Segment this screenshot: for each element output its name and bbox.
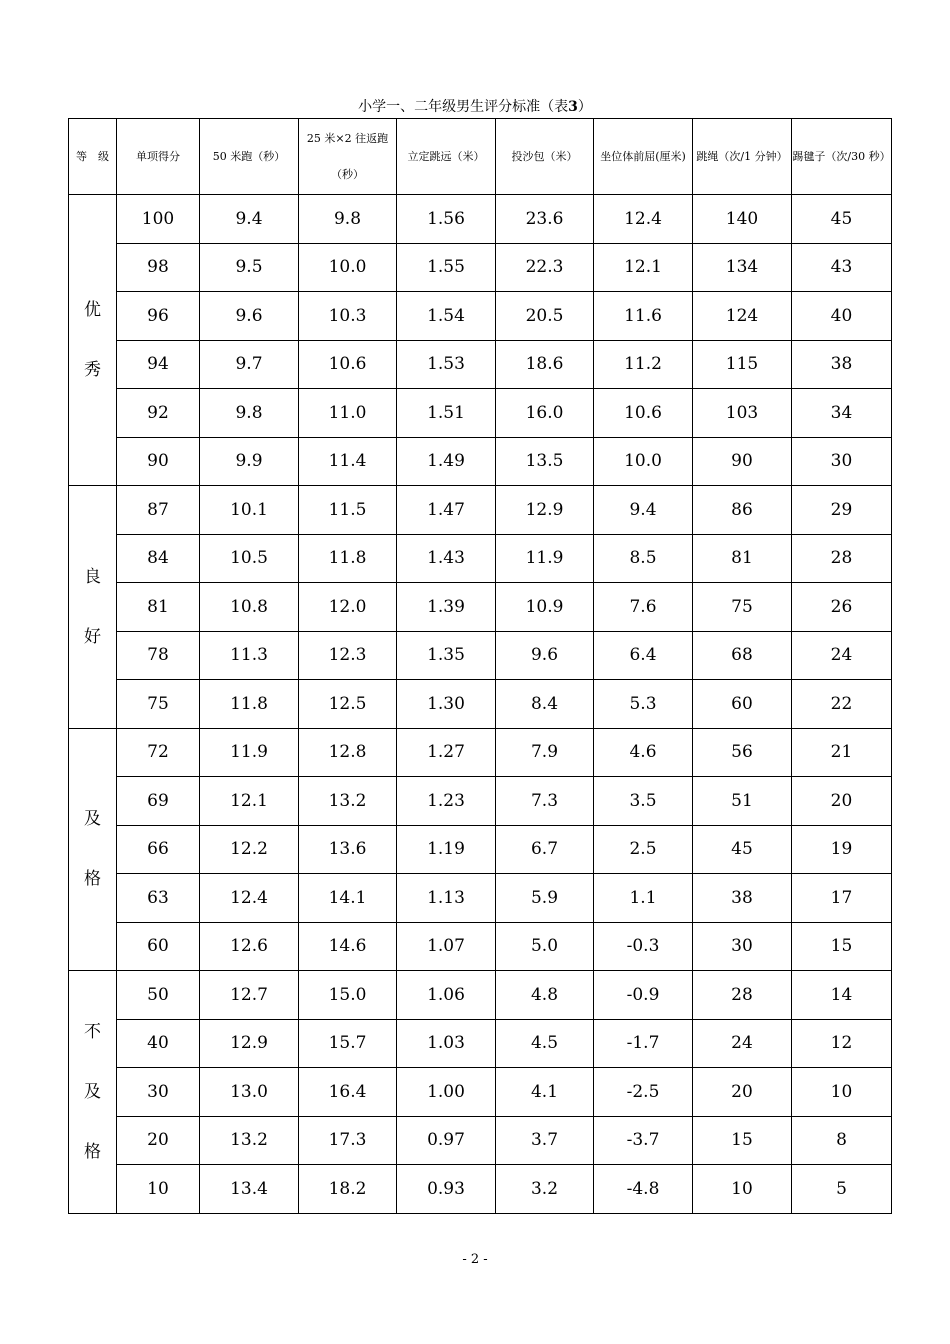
table-cell: 140	[693, 195, 792, 244]
table-cell: 13.2	[200, 1116, 299, 1165]
table-cell: 2.5	[594, 825, 693, 874]
header-shuttle-line1: 25 米×2 往返跑	[306, 131, 389, 145]
table-cell: 86	[693, 486, 792, 535]
table-row	[69, 1165, 892, 1214]
header-row	[69, 119, 892, 195]
header-score: 单项得分	[117, 119, 200, 195]
table-cell: 10.0	[594, 437, 693, 486]
table-cell: 24	[792, 631, 892, 680]
scoring-table	[68, 118, 892, 1214]
table-cell: 13.6	[299, 825, 397, 874]
table-cell: 4.6	[594, 728, 693, 777]
table-cell: 115	[693, 340, 792, 389]
table-cell: 11.8	[200, 680, 299, 729]
table-cell: 28	[792, 534, 892, 583]
table-cell: 1.53	[397, 340, 496, 389]
table-body	[69, 195, 892, 1214]
table-cell: -4.8	[594, 1165, 693, 1214]
header-standing-jump: 立定跳远（米）	[397, 119, 496, 195]
table-row	[69, 486, 892, 535]
grade-pass	[69, 728, 117, 971]
table-cell: 1.43	[397, 534, 496, 583]
grade-excellent	[69, 195, 117, 486]
table-cell: 16.4	[299, 1068, 397, 1117]
table-cell: 90	[117, 437, 200, 486]
table-cell: 4.1	[496, 1068, 594, 1117]
table-cell: 11.2	[594, 340, 693, 389]
table-cell: 28	[693, 971, 792, 1020]
table-cell: 134	[693, 243, 792, 292]
grade-fail	[69, 971, 117, 1214]
table-cell: 51	[693, 777, 792, 826]
table-cell: 0.97	[397, 1116, 496, 1165]
table-cell: 38	[693, 874, 792, 923]
table-cell: 15	[792, 922, 892, 971]
table-cell: 3.2	[496, 1165, 594, 1214]
table-cell: 9.8	[200, 389, 299, 438]
table-cell: 18.6	[496, 340, 594, 389]
table-cell: 10	[792, 1068, 892, 1117]
table-cell: 10.6	[594, 389, 693, 438]
table-cell: 3.7	[496, 1116, 594, 1165]
table-cell: 8	[792, 1116, 892, 1165]
table-cell: 9.7	[200, 340, 299, 389]
table-cell: 12.0	[299, 583, 397, 632]
table-cell: 11.0	[299, 389, 397, 438]
table-cell: 11.8	[299, 534, 397, 583]
table-cell: 30	[693, 922, 792, 971]
table-cell: 11.9	[496, 534, 594, 583]
table-cell: 5	[792, 1165, 892, 1214]
header-rope-skipping: 跳绳（次/1 分钟）	[693, 119, 792, 195]
table-cell: 23.6	[496, 195, 594, 244]
table-cell: 69	[117, 777, 200, 826]
table-cell: 100	[117, 195, 200, 244]
table-cell: 60	[693, 680, 792, 729]
table-cell: 124	[693, 292, 792, 341]
table-cell: 1.51	[397, 389, 496, 438]
table-cell: 10.8	[200, 583, 299, 632]
table-cell: 81	[693, 534, 792, 583]
table-cell: 12.3	[299, 631, 397, 680]
table-cell: 12.1	[594, 243, 693, 292]
table-cell: 17.3	[299, 1116, 397, 1165]
table-cell: 40	[117, 1019, 200, 1068]
table-cell: 11.3	[200, 631, 299, 680]
table-cell: 12.4	[200, 874, 299, 923]
table-row	[69, 971, 892, 1020]
table-cell: 9.8	[299, 195, 397, 244]
table-row	[69, 243, 892, 292]
table-cell: 13.2	[299, 777, 397, 826]
table-row	[69, 583, 892, 632]
table-cell: 12	[792, 1019, 892, 1068]
table-cell: 30	[117, 1068, 200, 1117]
table-cell: 34	[792, 389, 892, 438]
table-row	[69, 1116, 892, 1165]
table-cell: 15	[693, 1116, 792, 1165]
header-run50: 50 米跑（秒）	[200, 119, 299, 195]
table-row	[69, 680, 892, 729]
table-cell: 68	[693, 631, 792, 680]
table-cell: 15.0	[299, 971, 397, 1020]
table-cell: 72	[117, 728, 200, 777]
table-cell: 18.2	[299, 1165, 397, 1214]
table-cell: 1.49	[397, 437, 496, 486]
grade-char: 不	[84, 1021, 101, 1042]
table-cell: 1.19	[397, 825, 496, 874]
grade-char: 及	[84, 1081, 101, 1102]
table-cell: 75	[693, 583, 792, 632]
table-cell: 50	[117, 971, 200, 1020]
table-cell: 20	[792, 777, 892, 826]
table-cell: 7.9	[496, 728, 594, 777]
table-cell: 12.9	[200, 1019, 299, 1068]
table-cell: 15.7	[299, 1019, 397, 1068]
page-number: - 2 -	[462, 1252, 488, 1267]
table-cell: 13.0	[200, 1068, 299, 1117]
table-cell: 19	[792, 825, 892, 874]
table-cell: 6.7	[496, 825, 594, 874]
table-cell: 11.6	[594, 292, 693, 341]
table-cell: 98	[117, 243, 200, 292]
header-shuttle-run	[299, 119, 397, 195]
table-row	[69, 195, 892, 244]
table-cell: 4.8	[496, 971, 594, 1020]
table-cell: 66	[117, 825, 200, 874]
grade-char: 好	[84, 626, 101, 647]
table-cell: 10.9	[496, 583, 594, 632]
table-cell: 12.7	[200, 971, 299, 1020]
table-cell: 63	[117, 874, 200, 923]
table-cell: 1.1	[594, 874, 693, 923]
table-cell: 87	[117, 486, 200, 535]
table-cell: 4.5	[496, 1019, 594, 1068]
table-cell: 10.3	[299, 292, 397, 341]
table-cell: 14.1	[299, 874, 397, 923]
table-cell: 7.6	[594, 583, 693, 632]
table-cell: 60	[117, 922, 200, 971]
table-cell: 22	[792, 680, 892, 729]
table-cell: 13.5	[496, 437, 594, 486]
table-cell: 29	[792, 486, 892, 535]
table-cell: 20	[693, 1068, 792, 1117]
table-cell: 1.23	[397, 777, 496, 826]
table-cell: 3.5	[594, 777, 693, 826]
table-cell: 20.5	[496, 292, 594, 341]
table-cell: 1.03	[397, 1019, 496, 1068]
table-cell: 1.06	[397, 971, 496, 1020]
header-shuttle-line2: （秒）	[331, 167, 364, 181]
header-sit-and-reach: 坐位体前屈(厘米)	[594, 119, 693, 195]
grade-char: 优	[84, 300, 101, 320]
table-cell: 8.5	[594, 534, 693, 583]
table-cell: 17	[792, 874, 892, 923]
table-row	[69, 437, 892, 486]
table-cell: 22.3	[496, 243, 594, 292]
table-cell: 1.27	[397, 728, 496, 777]
table-cell: 9.5	[200, 243, 299, 292]
table-cell: -1.7	[594, 1019, 693, 1068]
grade-good	[69, 486, 117, 729]
table-cell: 7.3	[496, 777, 594, 826]
table-cell: 13.4	[200, 1165, 299, 1214]
table-title-text: 小学一、二年级男生评分标准（表	[358, 99, 569, 115]
table-row	[69, 292, 892, 341]
table-row	[69, 922, 892, 971]
table-cell: 90	[693, 437, 792, 486]
grade-char: 良	[84, 566, 101, 587]
header-shuttlecock-kick: 踢毽子（次/30 秒）	[792, 119, 892, 195]
table-cell: 81	[117, 583, 200, 632]
table-cell: 96	[117, 292, 200, 341]
table-cell: 9.6	[496, 631, 594, 680]
table-row	[69, 825, 892, 874]
table-cell: 10	[117, 1165, 200, 1214]
table-cell: 1.07	[397, 922, 496, 971]
table-number: 3	[568, 99, 578, 115]
table-cell: -0.3	[594, 922, 693, 971]
table-cell: 8.4	[496, 680, 594, 729]
table-cell: -3.7	[594, 1116, 693, 1165]
table-cell: 84	[117, 534, 200, 583]
table-cell: 9.4	[594, 486, 693, 535]
table-row	[69, 534, 892, 583]
table-cell: -2.5	[594, 1068, 693, 1117]
grade-char: 及	[84, 809, 101, 830]
table-cell: 5.0	[496, 922, 594, 971]
table-cell: 14	[792, 971, 892, 1020]
table-cell: 9.9	[200, 437, 299, 486]
table-row	[69, 340, 892, 389]
table-cell: 24	[693, 1019, 792, 1068]
table-cell: 1.54	[397, 292, 496, 341]
table-cell: 16.0	[496, 389, 594, 438]
table-cell: 56	[693, 728, 792, 777]
table-row	[69, 728, 892, 777]
grade-char: 格	[84, 1141, 101, 1162]
table-row	[69, 389, 892, 438]
table-cell: 5.9	[496, 874, 594, 923]
table-cell: 10	[693, 1165, 792, 1214]
table-cell: 0.93	[397, 1165, 496, 1214]
table-cell: 1.00	[397, 1068, 496, 1117]
table-cell: 10.6	[299, 340, 397, 389]
table-cell: 1.55	[397, 243, 496, 292]
table-cell: 78	[117, 631, 200, 680]
table-cell: 21	[792, 728, 892, 777]
table-cell: 1.47	[397, 486, 496, 535]
table-cell: 1.39	[397, 583, 496, 632]
table-cell: 26	[792, 583, 892, 632]
table-cell: 12.5	[299, 680, 397, 729]
grade-char: 秀	[84, 360, 101, 380]
table-cell: 12.2	[200, 825, 299, 874]
table-cell: -0.9	[594, 971, 693, 1020]
table-cell: 12.4	[594, 195, 693, 244]
table-row	[69, 874, 892, 923]
table-cell: 38	[792, 340, 892, 389]
table-row	[69, 1019, 892, 1068]
table-cell: 45	[693, 825, 792, 874]
table-cell: 45	[792, 195, 892, 244]
table-cell: 94	[117, 340, 200, 389]
table-title-close: ）	[577, 99, 592, 115]
table-cell: 11.5	[299, 486, 397, 535]
table-cell: 43	[792, 243, 892, 292]
table-cell: 14.6	[299, 922, 397, 971]
table-cell: 11.9	[200, 728, 299, 777]
table-cell: 30	[792, 437, 892, 486]
table-cell: 12.6	[200, 922, 299, 971]
table-cell: 92	[117, 389, 200, 438]
table-title	[0, 98, 950, 116]
table-cell: 9.6	[200, 292, 299, 341]
header-sandbag-throw: 投沙包（米）	[496, 119, 594, 195]
table-row	[69, 631, 892, 680]
table-cell: 1.56	[397, 195, 496, 244]
table-cell: 12.1	[200, 777, 299, 826]
table-cell: 12.9	[496, 486, 594, 535]
table-cell: 10.0	[299, 243, 397, 292]
table-cell: 1.35	[397, 631, 496, 680]
table-cell: 40	[792, 292, 892, 341]
grade-char: 格	[84, 869, 101, 890]
table-cell: 10.1	[200, 486, 299, 535]
table-cell: 9.4	[200, 195, 299, 244]
header-grade: 等 级	[69, 119, 117, 195]
table-cell: 6.4	[594, 631, 693, 680]
table-cell: 5.3	[594, 680, 693, 729]
table-cell: 103	[693, 389, 792, 438]
table-cell: 12.8	[299, 728, 397, 777]
table-cell: 1.30	[397, 680, 496, 729]
table-cell: 1.13	[397, 874, 496, 923]
table-row	[69, 777, 892, 826]
table-cell: 20	[117, 1116, 200, 1165]
table-row	[69, 1068, 892, 1117]
table-cell: 75	[117, 680, 200, 729]
table-cell: 10.5	[200, 534, 299, 583]
table-cell: 11.4	[299, 437, 397, 486]
